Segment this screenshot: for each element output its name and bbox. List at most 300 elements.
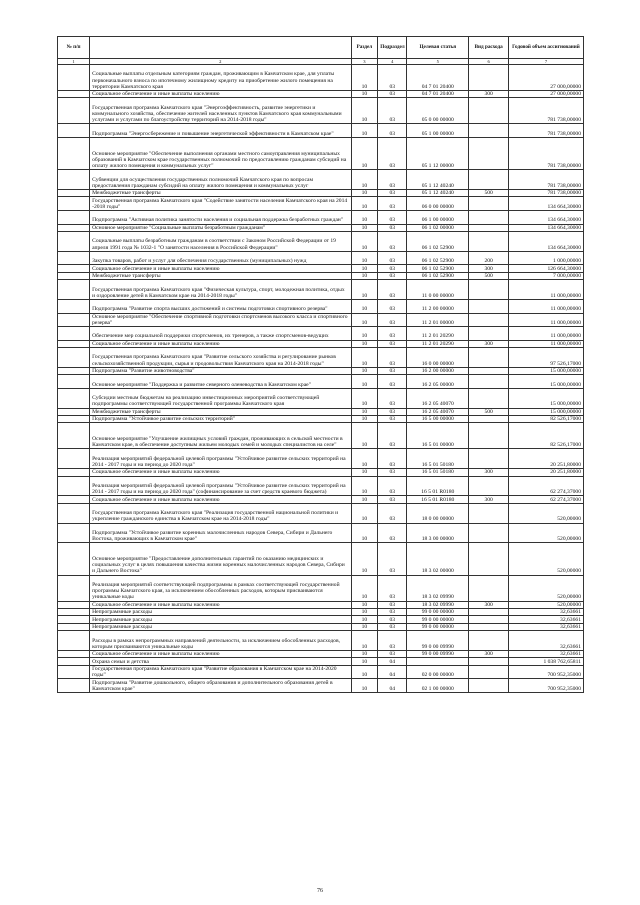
row-article-cell: 02 1 00 00000: [407, 679, 469, 693]
row-amount-cell: 1 038 762,65811: [508, 658, 583, 665]
row-expense-cell: [469, 348, 509, 368]
row-amount-cell: 15 000,00000: [508, 388, 583, 408]
row-expense-cell: 300: [469, 340, 509, 347]
row-subsection-cell: 03: [378, 623, 407, 630]
table-row: [58, 665, 584, 679]
row-name-cell: Закупка товаров, работ и услуг для обеспечения государственных (муниципальных) нужд: [90, 251, 351, 265]
table-row: [58, 224, 584, 231]
row-section-cell: 10: [351, 543, 378, 575]
row-expense-cell: [469, 423, 509, 449]
row-expense-cell: [469, 631, 509, 651]
row-expense-cell: [469, 416, 509, 423]
table-row: [58, 476, 584, 496]
row-num-cell: [58, 98, 90, 124]
row-subsection-cell: 04: [378, 679, 407, 693]
table-row: [58, 137, 584, 169]
row-amount-cell: 520,00000: [508, 523, 583, 543]
row-section-cell: 10: [351, 665, 378, 679]
row-expense-cell: [469, 503, 509, 523]
row-amount-cell: 32,63661: [508, 608, 583, 615]
table-header-row: [58, 37, 584, 59]
row-name-cell: Государственная программа Камчатского края "Физическая культура, спорт, молодежная политика, отдых и оздоровление детей в Камчатском крае на 2014-2018 годы": [90, 280, 351, 300]
row-expense-cell: [469, 313, 509, 327]
row-article-cell: 16 0 00 00000: [407, 348, 469, 368]
row-subsection-cell: 03: [378, 408, 407, 415]
row-article-cell: 16 5 01 R0180: [407, 476, 469, 496]
row-amount-cell: 520,00000: [508, 601, 583, 608]
header-num: № п/п: [58, 37, 90, 59]
row-article-cell: 05 1 12 40240: [407, 170, 469, 190]
table-row: [58, 631, 584, 651]
row-name-cell: Подпрограмма "Устойчивое развитие коренных малочисленных народов Севера, Сибири и Дальнего Востока, проживающих в Камчатском крае": [90, 523, 351, 543]
row-article-cell: 16 5 01 R0180: [407, 496, 469, 503]
row-expense-cell: [469, 124, 509, 138]
row-article-cell: 99 0 00 00000: [407, 623, 469, 630]
row-section-cell: 10: [351, 601, 378, 608]
row-amount-cell: 32,63661: [508, 623, 583, 630]
row-section-cell: 10: [351, 658, 378, 665]
table-row: [58, 416, 584, 423]
page-number: 76: [317, 888, 323, 894]
table-row: [58, 313, 584, 327]
row-section-cell: 10: [351, 679, 378, 693]
row-num-cell: [58, 679, 90, 693]
row-expense-cell: [469, 210, 509, 224]
row-section-cell: 10: [351, 197, 378, 211]
row-subsection-cell: 03: [378, 91, 407, 98]
row-subsection-cell: 03: [378, 98, 407, 124]
row-name-cell: Социальное обеспечение и иные выплаты населению: [90, 496, 351, 503]
row-name-cell: Основное мероприятие "Предоставление дополнительных гарантий по оказанию медицинских и социальных услуг в целях повышения качества жизни коренных малочисленных народов Севера, Сибири и Дальнего Востока": [90, 543, 351, 575]
row-name-cell: Реализация мероприятий соответствующей подпрограммы в рамках соответствующей государственной программы Камчатского края, за исключением обособленных расходов, которым присваиваются уникальные коды: [90, 575, 351, 601]
row-name-cell: Социальное обеспечение и иные выплаты населению: [90, 650, 351, 657]
row-section-cell: 10: [351, 272, 378, 279]
row-amount-cell: 97 526,17000: [508, 348, 583, 368]
row-expense-cell: [469, 523, 509, 543]
row-subsection-cell: 03: [378, 170, 407, 190]
row-section-cell: 10: [351, 616, 378, 623]
row-article-cell: 04 7 01 20400: [407, 91, 469, 98]
table-row: [58, 616, 584, 623]
row-amount-cell: 520,00000: [508, 543, 583, 575]
row-article-cell: 11 2 01 20290: [407, 327, 469, 341]
row-subsection-cell: 03: [378, 124, 407, 138]
row-expense-cell: [469, 449, 509, 469]
row-subsection-cell: 03: [378, 631, 407, 651]
row-subsection-cell: 03: [378, 543, 407, 575]
row-subsection-cell: 03: [378, 137, 407, 169]
col-number: 1: [58, 59, 90, 65]
row-amount-cell: 7 000,00000: [508, 272, 583, 279]
row-expense-cell: [469, 137, 509, 169]
row-article-cell: 16 2 05 40070: [407, 388, 469, 408]
row-subsection-cell: 03: [378, 423, 407, 449]
row-subsection-cell: 03: [378, 496, 407, 503]
row-amount-cell: 62 274,37000: [508, 476, 583, 496]
row-expense-cell: [469, 543, 509, 575]
row-subsection-cell: 03: [378, 251, 407, 265]
row-num-cell: [58, 189, 90, 196]
row-num-cell: [58, 469, 90, 476]
row-num-cell: [58, 340, 90, 347]
row-article-cell: 99 0 00 09990: [407, 650, 469, 657]
row-amount-cell: 520,00000: [508, 575, 583, 601]
row-expense-cell: 300: [469, 601, 509, 608]
row-section-cell: 10: [351, 408, 378, 415]
row-article-cell: 99 0 00 00000: [407, 608, 469, 615]
row-article-cell: 06 0 00 00000: [407, 197, 469, 211]
row-subsection-cell: 03: [378, 65, 407, 91]
row-amount-cell: 27 000,00000: [508, 65, 583, 91]
row-name-cell: Социальное обеспечение и иные выплаты населению: [90, 601, 351, 608]
row-num-cell: [58, 523, 90, 543]
row-section-cell: 10: [351, 348, 378, 368]
row-expense-cell: 500: [469, 408, 509, 415]
row-section-cell: 10: [351, 124, 378, 138]
col-number: 7: [508, 59, 583, 65]
table-row: [58, 408, 584, 415]
row-num-cell: [58, 210, 90, 224]
row-subsection-cell: 03: [378, 224, 407, 231]
row-expense-cell: [469, 658, 509, 665]
row-section-cell: 10: [351, 327, 378, 341]
row-article-cell: 16 5 01 50180: [407, 469, 469, 476]
row-section-cell: 10: [351, 631, 378, 651]
row-section-cell: 10: [351, 416, 378, 423]
row-name-cell: Непрограммные расходы: [90, 623, 351, 630]
row-subsection-cell: 03: [378, 523, 407, 543]
row-amount-cell: 781 738,00000: [508, 98, 583, 124]
row-subsection-cell: 03: [378, 449, 407, 469]
row-amount-cell: 1 000,00000: [508, 251, 583, 265]
row-subsection-cell: 04: [378, 665, 407, 679]
row-section-cell: 10: [351, 375, 378, 389]
row-num-cell: [58, 170, 90, 190]
table-row: [58, 98, 584, 124]
table-row: [58, 327, 584, 341]
table-row: [58, 272, 584, 279]
row-amount-cell: 781 738,00000: [508, 170, 583, 190]
table-row: [58, 423, 584, 449]
row-section-cell: 10: [351, 189, 378, 196]
row-article-cell: 16 5 01 50180: [407, 449, 469, 469]
table-row: [58, 496, 584, 503]
row-num-cell: [58, 313, 90, 327]
row-name-cell: Реализация мероприятий федеральной целевой программы "Устойчивое развитие сельских территорий на 2014 - 2017 годы и на период до 2020 года" (софинансирование за счет средств краевого бюджета): [90, 476, 351, 496]
row-subsection-cell: 03: [378, 197, 407, 211]
row-article-cell: 16 5 01 00000: [407, 423, 469, 449]
row-expense-cell: [469, 170, 509, 190]
row-num-cell: [58, 231, 90, 251]
row-amount-cell: 15 000,00000: [508, 375, 583, 389]
row-amount-cell: 700 952,35000: [508, 665, 583, 679]
row-name-cell: Субвенции для осуществления государственных полномочий Камчатского края по вопросам предоставления гражданам субсидий на оплату жилого помещения и коммунальных услуг: [90, 170, 351, 190]
row-name-cell: Государственная программа Камчатского края "Реализация государственной национальной политики и укрепление гражданского единства в Камчатском крае на 2014-2018 годы": [90, 503, 351, 523]
table-row: [58, 523, 584, 543]
row-name-cell: Основное мероприятие "Поддержка и развитие северного оленеводства в Камчатском крае": [90, 375, 351, 389]
row-article-cell: 18 3 02 00000: [407, 543, 469, 575]
row-amount-cell: 11 000,00000: [508, 299, 583, 313]
row-expense-cell: 300: [469, 650, 509, 657]
row-amount-cell: 20 251,80000: [508, 469, 583, 476]
row-article-cell: 02 0 00 00000: [407, 665, 469, 679]
row-section-cell: 10: [351, 388, 378, 408]
row-section-cell: 10: [351, 367, 378, 374]
row-num-cell: [58, 575, 90, 601]
table-body: [58, 65, 584, 693]
row-section-cell: 10: [351, 449, 378, 469]
row-amount-cell: 27 000,00000: [508, 91, 583, 98]
table-row: [58, 210, 584, 224]
row-num-cell: [58, 137, 90, 169]
table-row: [58, 449, 584, 469]
row-subsection-cell: 03: [378, 210, 407, 224]
row-article-cell: 18 3 02 09990: [407, 575, 469, 601]
row-subsection-cell: 03: [378, 367, 407, 374]
row-name-cell: Непрограммные расходы: [90, 616, 351, 623]
row-section-cell: 10: [351, 265, 378, 272]
row-expense-cell: 300: [469, 496, 509, 503]
row-num-cell: [58, 543, 90, 575]
row-name-cell: Непрограммные расходы: [90, 608, 351, 615]
row-section-cell: 10: [351, 280, 378, 300]
row-name-cell: Подпрограмма "Активная политика занятости населения и социальная поддержка безработных граждан": [90, 210, 351, 224]
row-name-cell: Социальные выплаты отдельным категориям граждан, проживающим в Камчатском крае, для уплаты первоначального взноса по ипотечному жилищному кредиту на приобретение жилого помещения на территории Камчатского края: [90, 65, 351, 91]
row-article-cell: 16 2 05 40070: [407, 408, 469, 415]
row-article-cell: 06 1 02 00000: [407, 224, 469, 231]
row-num-cell: [58, 608, 90, 615]
row-section-cell: 10: [351, 299, 378, 313]
row-subsection-cell: 03: [378, 340, 407, 347]
row-amount-cell: 11 000,00000: [508, 280, 583, 300]
row-num-cell: [58, 197, 90, 211]
row-section-cell: 10: [351, 623, 378, 630]
row-expense-cell: 300: [469, 265, 509, 272]
row-section-cell: 10: [351, 523, 378, 543]
row-num-cell: [58, 665, 90, 679]
row-name-cell: Подпрограмма "Развитие животноводства": [90, 367, 351, 374]
row-num-cell: [58, 224, 90, 231]
row-expense-cell: [469, 197, 509, 211]
row-article-cell: 16 2 05 00000: [407, 375, 469, 389]
row-expense-cell: [469, 665, 509, 679]
row-amount-cell: 134 664,30000: [508, 224, 583, 231]
row-name-cell: Межбюджетные трансферты: [90, 189, 351, 196]
document-page: [57, 36, 584, 693]
row-name-cell: Межбюджетные трансферты: [90, 272, 351, 279]
row-article-cell: 99 0 00 00000: [407, 616, 469, 623]
table-row: [58, 375, 584, 389]
row-subsection-cell: 03: [378, 416, 407, 423]
row-expense-cell: [469, 388, 509, 408]
row-name-cell: Подпрограмма "Энергосбережение и повышение энергетической эффективности в Камчатском крае": [90, 124, 351, 138]
row-amount-cell: 32,63661: [508, 631, 583, 651]
row-section-cell: 10: [351, 496, 378, 503]
row-num-cell: [58, 65, 90, 91]
row-num-cell: [58, 272, 90, 279]
row-num-cell: [58, 449, 90, 469]
row-name-cell: Межбюджетные трансферты: [90, 408, 351, 415]
row-article-cell: 06 1 02 52900: [407, 272, 469, 279]
col-number: 3: [351, 59, 378, 65]
row-subsection-cell: 03: [378, 299, 407, 313]
row-subsection-cell: 04: [378, 658, 407, 665]
row-name-cell: Основное мероприятие "Обеспечение спортивной подготовки спортсменов высокого класса и спортивного резерва": [90, 313, 351, 327]
row-section-cell: 10: [351, 503, 378, 523]
row-article-cell: 11 2 00 00000: [407, 299, 469, 313]
row-num-cell: [58, 388, 90, 408]
col-number: 4: [378, 59, 407, 65]
row-section-cell: 10: [351, 210, 378, 224]
row-article-cell: 06 1 02 52900: [407, 231, 469, 251]
table-row: [58, 601, 584, 608]
row-article-cell: [407, 658, 469, 665]
row-name-cell: Реализация мероприятий федеральной целевой программы "Устойчивое развитие сельских территорий на 2014 - 2017 годы и на период до 2020 года": [90, 449, 351, 469]
row-num-cell: [58, 658, 90, 665]
table-row: [58, 623, 584, 630]
row-amount-cell: 134 664,30000: [508, 210, 583, 224]
row-article-cell: 06 1 02 52900: [407, 251, 469, 265]
row-num-cell: [58, 280, 90, 300]
header-amount: Годовой объем ассигнований: [508, 37, 583, 59]
row-article-cell: 05 1 12 40240: [407, 189, 469, 196]
row-name-cell: Социальное обеспечение и иные выплаты населению: [90, 91, 351, 98]
row-amount-cell: 11 000,00000: [508, 327, 583, 341]
table-row: [58, 189, 584, 196]
table-row: [58, 124, 584, 138]
row-subsection-cell: 03: [378, 575, 407, 601]
table-row: [58, 299, 584, 313]
table-row: [58, 91, 584, 98]
row-section-cell: 10: [351, 231, 378, 251]
row-expense-cell: [469, 608, 509, 615]
row-section-cell: 10: [351, 313, 378, 327]
row-subsection-cell: 03: [378, 272, 407, 279]
header-subsection: Подраздел: [378, 37, 407, 59]
row-subsection-cell: 03: [378, 601, 407, 608]
row-expense-cell: 300: [469, 91, 509, 98]
row-subsection-cell: 03: [378, 616, 407, 623]
row-num-cell: [58, 408, 90, 415]
header-expense-type: Вид расхода: [469, 37, 509, 59]
row-subsection-cell: 03: [378, 313, 407, 327]
row-expense-cell: [469, 299, 509, 313]
row-subsection-cell: 03: [378, 189, 407, 196]
table-row: [58, 388, 584, 408]
row-expense-cell: [469, 616, 509, 623]
row-section-cell: 10: [351, 608, 378, 615]
row-name-cell: Государственная программа Камчатского края "Развитие образования в Камчатском крае на 2014-2020 годы": [90, 665, 351, 679]
row-section-cell: 10: [351, 575, 378, 601]
row-section-cell: 10: [351, 98, 378, 124]
row-expense-cell: 300: [469, 469, 509, 476]
row-amount-cell: 520,00000: [508, 503, 583, 523]
row-article-cell: 05 1 12 00000: [407, 137, 469, 169]
header-section: Раздел: [351, 37, 378, 59]
row-subsection-cell: 03: [378, 503, 407, 523]
table-row: [58, 650, 584, 657]
row-expense-cell: [469, 575, 509, 601]
row-num-cell: [58, 327, 90, 341]
row-name-cell: Подпрограмма "Развитие дошкольного, общего образования и дополнительного образования детей в Камчатском крае": [90, 679, 351, 693]
row-name-cell: Подпрограмма "Устойчивое развитие сельских территорий": [90, 416, 351, 423]
row-section-cell: 10: [351, 476, 378, 496]
table-row: [58, 367, 584, 374]
row-name-cell: Расходы в рамках непрограммных направлений деятельности, за исключением обособленных расходов, которым присваиваются уникальные коды: [90, 631, 351, 651]
row-article-cell: 04 7 01 20400: [407, 65, 469, 91]
row-name-cell: Государственная программа Камчатского края "Развитие сельского хозяйства и регулирование рынков сельскохозяйственной продукции, сырья и продовольствия Камчатского края на 2014-2018 годы": [90, 348, 351, 368]
row-expense-cell: [469, 623, 509, 630]
row-name-cell: Социальное обеспечение и иные выплаты населению: [90, 469, 351, 476]
table-row: [58, 251, 584, 265]
row-section-cell: 10: [351, 251, 378, 265]
row-subsection-cell: 03: [378, 469, 407, 476]
col-number: 6: [469, 59, 509, 65]
row-subsection-cell: 03: [378, 375, 407, 389]
table-row: [58, 65, 584, 91]
row-num-cell: [58, 348, 90, 368]
table-row: [58, 575, 584, 601]
row-article-cell: 16 2 00 00000: [407, 367, 469, 374]
row-subsection-cell: 03: [378, 650, 407, 657]
row-name-cell: Социальные выплаты безработным гражданам в соответствии с Законом Российской Федерации от 19 апреля 1991 года № 1032-1 "О занятости населения в Российской Федерации": [90, 231, 351, 251]
row-expense-cell: [469, 280, 509, 300]
row-amount-cell: 15 000,00000: [508, 408, 583, 415]
row-num-cell: [58, 423, 90, 449]
row-expense-cell: 500: [469, 272, 509, 279]
row-amount-cell: 126 664,30000: [508, 265, 583, 272]
table-row: [58, 348, 584, 368]
table-row: [58, 265, 584, 272]
row-name-cell: Социальное обеспечение и иные выплаты населению: [90, 265, 351, 272]
row-num-cell: [58, 375, 90, 389]
table-row: [58, 658, 584, 665]
row-amount-cell: 700 952,35000: [508, 679, 583, 693]
row-num-cell: [58, 623, 90, 630]
row-num-cell: [58, 476, 90, 496]
row-amount-cell: 11 000,00000: [508, 313, 583, 327]
header-article: Целевая статья: [407, 37, 469, 59]
row-amount-cell: 15 000,00000: [508, 367, 583, 374]
row-name-cell: Обеспечение мер социальной поддержки спортсменов, их тренеров, а также спортсменов-ведущих: [90, 327, 351, 341]
row-article-cell: 11 2 01 20290: [407, 340, 469, 347]
row-section-cell: 10: [351, 423, 378, 449]
row-section-cell: 10: [351, 65, 378, 91]
row-name-cell: Социальное обеспечение и иные выплаты населению: [90, 340, 351, 347]
row-name-cell: Государственная программа Камчатского края "Энергоэффективность, развитие энергетики и коммунального хозяйства, обеспечение жителей населенных пунктов Камчатского края коммунальными услугами и услугами по благоустройству территорий на 2014-2018 годы": [90, 98, 351, 124]
row-expense-cell: [469, 476, 509, 496]
row-subsection-cell: 03: [378, 348, 407, 368]
row-amount-cell: 134 664,30000: [508, 231, 583, 251]
row-amount-cell: 781 738,00000: [508, 137, 583, 169]
row-article-cell: 18 3 02 09990: [407, 601, 469, 608]
row-section-cell: 10: [351, 340, 378, 347]
row-article-cell: 06 1 00 00000: [407, 210, 469, 224]
col-number: 5: [407, 59, 469, 65]
row-article-cell: 05 1 00 00000: [407, 124, 469, 138]
row-num-cell: [58, 416, 90, 423]
col-number: 2: [90, 59, 351, 65]
row-article-cell: 11 2 01 00000: [407, 313, 469, 327]
row-expense-cell: [469, 98, 509, 124]
row-subsection-cell: 03: [378, 476, 407, 496]
row-section-cell: 10: [351, 137, 378, 169]
row-num-cell: [58, 299, 90, 313]
row-amount-cell: 781 738,00000: [508, 124, 583, 138]
row-article-cell: 18 3 00 00000: [407, 523, 469, 543]
row-subsection-cell: 03: [378, 327, 407, 341]
row-amount-cell: 62 274,37000: [508, 496, 583, 503]
